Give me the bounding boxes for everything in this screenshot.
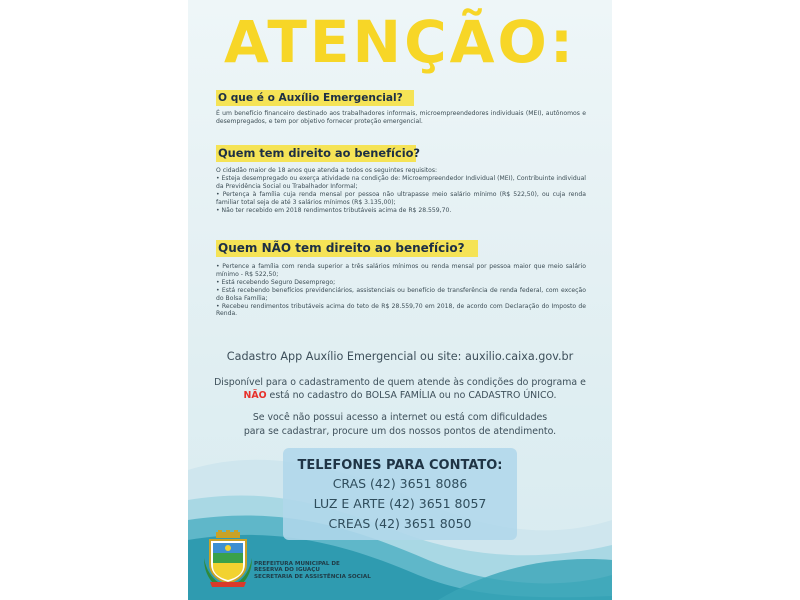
list-item: • Não ter recebido em 2018 rendimentos tributáveis acima de R$ 28.559,70. [216,206,452,214]
disponivel-line-1: Disponível para o cadastramento de quem atende às condições do programa e [214,377,586,388]
list-item: • Esteja desempregado ou exerça atividade na condição de: Microempreendedor Individual (MEI), Contribuinte individual da Previdência Social ou Trabalhador Informal; [216,174,586,190]
list-item: • Está recebendo Seguro Desemprego; [216,278,336,286]
nao-emphasis: NÃO [243,390,267,401]
section-heading-who-has-no-right: Quem NÃO tem direito ao benefício? [216,240,478,257]
footer-line: RESERVA DO IGUAÇU [254,567,320,574]
internet-info [188,411,612,438]
municipal-coat-of-arms-icon [204,530,252,588]
footer-line: PREFEITURA MUNICIPAL DE [254,561,340,567]
list-item: O cidadão maior de 18 anos que atenda a todos os seguintes requisitos: [216,167,438,174]
phone-luz-e-arte: LUZ E ARTE (42) 3651 8057 [313,496,487,511]
footer-line: SECRETARIA DE ASSISTÊNCIA SOCIAL [254,573,371,580]
section-list-who-has-right [216,167,586,214]
internet-line-2: para se cadastrar, procure um dos nossos pontos de atendimento. [243,425,557,437]
section-text-what-is [216,110,586,126]
cadastro-text: Cadastro App Auxílio Emergencial ou site: auxilio.caixa.gov.br [226,350,574,363]
disponivel-info [188,376,612,402]
footer-institution [254,561,371,580]
contact-box [283,448,517,540]
internet-line-1: Se você não possui acesso a internet ou está com dificuldades [252,412,548,423]
phone-cras: CRAS (42) 3651 8086 [332,476,468,491]
list-item: • Está recebendo benefícios previdenciários, assistenciais ou benefício de transferência de renda federal, com exceção do Bolsa Família; [216,286,586,302]
paragraph: É um benefício financeiro destinado aos trabalhadores informais, microempreendedores individuais (MEI), autônomos e desempregados, e tem por objetivo fornecer proteção emergencial. [216,110,586,125]
disponivel-line-2 [188,389,612,402]
poster [188,0,612,600]
phone-creas: CREAS (42) 3651 8050 [328,516,472,531]
section-heading-what-is: O que é o Auxílio Emergencial? [216,90,414,106]
disponivel-line-2-rest: está no cadastro do BOLSA FAMÍLIA ou no CADASTRO ÚNICO. [266,390,557,401]
cadastro-info [188,349,612,365]
list-item: • Recebeu rendimentos tributáveis acima do teto de R$ 28.559,70 em 2018, de acordo com Declaração do Imposto de Renda. [216,302,586,318]
list-item: • Pertence a família com renda superior a três salários mínimos ou renda mensal por pessoa maior que meio salário mínimo - R$ 522,50; [216,263,586,278]
section-list-who-has-no-right [216,263,586,318]
list-item: • Pertença à família cuja renda mensal por pessoa não ultrapasse meio salário mínimo (R$ 522,50), ou cuja renda familiar total seja de até 3 salários mínimos (R$ 3.135,00); [216,190,586,206]
section-heading-who-has-right: Quem tem direito ao benefício? [218,146,421,160]
poster-title: ATENÇÃO: [223,8,577,76]
contact-title: TELEFONES PARA CONTATO: [297,458,503,473]
